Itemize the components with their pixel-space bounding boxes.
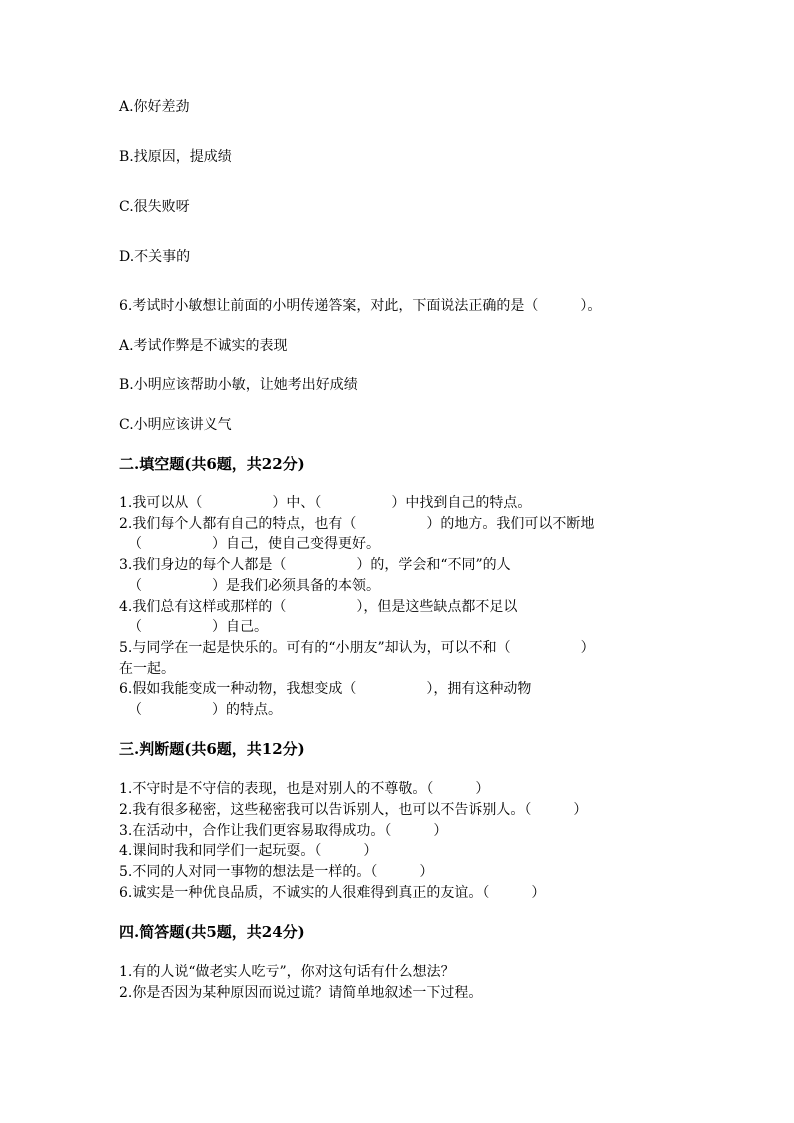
section3-line: 1.不守时是不守信的表现，也是对别人的不尊敬。（ ） <box>119 781 490 797</box>
q5-option-d: D.不关事的 <box>119 249 191 265</box>
section2-line: 4.我们总有这样或那样的（ ），但是这些缺点都不足以 <box>119 599 518 615</box>
section3-line: 4.课间时我和同学们一起玩耍。（ ） <box>119 843 378 859</box>
section2-line: （ ）是我们必须具备的本领。 <box>128 578 380 594</box>
q5-option-b: B.找原因，提成绩 <box>119 149 232 165</box>
section2-line: 6.假如我能变成一种动物，我想变成（ ），拥有这种动物 <box>119 681 532 697</box>
q6-option-b: B.小明应该帮助小敏，让她考出好成绩 <box>119 377 358 393</box>
section3-heading: 三.判断题(共6题，共12分) <box>119 740 305 758</box>
q5-option-a: A.你好差劲 <box>119 99 190 115</box>
section2-line: 在一起。 <box>119 661 175 677</box>
section2-line: 3.我们身边的每个人都是（ ）的，学会和“不同”的人 <box>119 557 511 573</box>
section2-heading: 二.填空题(共6题，共22分) <box>119 455 305 473</box>
section2-line: 5.与同学在一起是快乐的。可有的“小朋友”却认为，可以不和（ ） <box>119 640 595 656</box>
section4-heading: 四.简答题(共5题，共24分) <box>119 923 305 941</box>
section3-line: 6.诚实是一种优良品质，不诚实的人很难得到真正的友谊。（ ） <box>119 885 546 901</box>
q5-option-c: C.很失败呀 <box>119 199 190 215</box>
section2-line: 2.我们每个人都有自己的特点，也有（ ）的地方。我们可以不断地 <box>119 516 595 532</box>
section2-line: （ ）自己。 <box>128 619 268 635</box>
section2-line: 1.我可以从（ ）中、（ ）中找到自己的特点。 <box>119 495 532 511</box>
section3-line: 2.我有很多秘密，这些秘密我可以告诉别人，也可以不告诉别人。（ ） <box>119 802 588 818</box>
q6-stem: 6.考试时小敏想让前面的小明传递答案，对此，下面说法正确的是（ ）。 <box>119 298 602 314</box>
section2-line: （ ）自己，使自己变得更好。 <box>128 536 380 552</box>
section2-line: （ ）的特点。 <box>128 702 282 718</box>
q6-option-a: A.考试作弊是不诚实的表现 <box>119 338 288 354</box>
section3-line: 5.不同的人对同一事物的想法是一样的。（ ） <box>119 864 434 880</box>
section4-line: 1.有的人说“做老实人吃亏”，你对这句话有什么想法？ <box>119 964 455 980</box>
section4-line: 2.你是否因为某种原因而说过谎？请简单地叙述一下过程。 <box>119 985 483 1001</box>
section3-line: 3.在活动中，合作让我们更容易取得成功。（ ） <box>119 823 448 839</box>
q6-option-c: C.小明应该讲义气 <box>119 417 232 433</box>
